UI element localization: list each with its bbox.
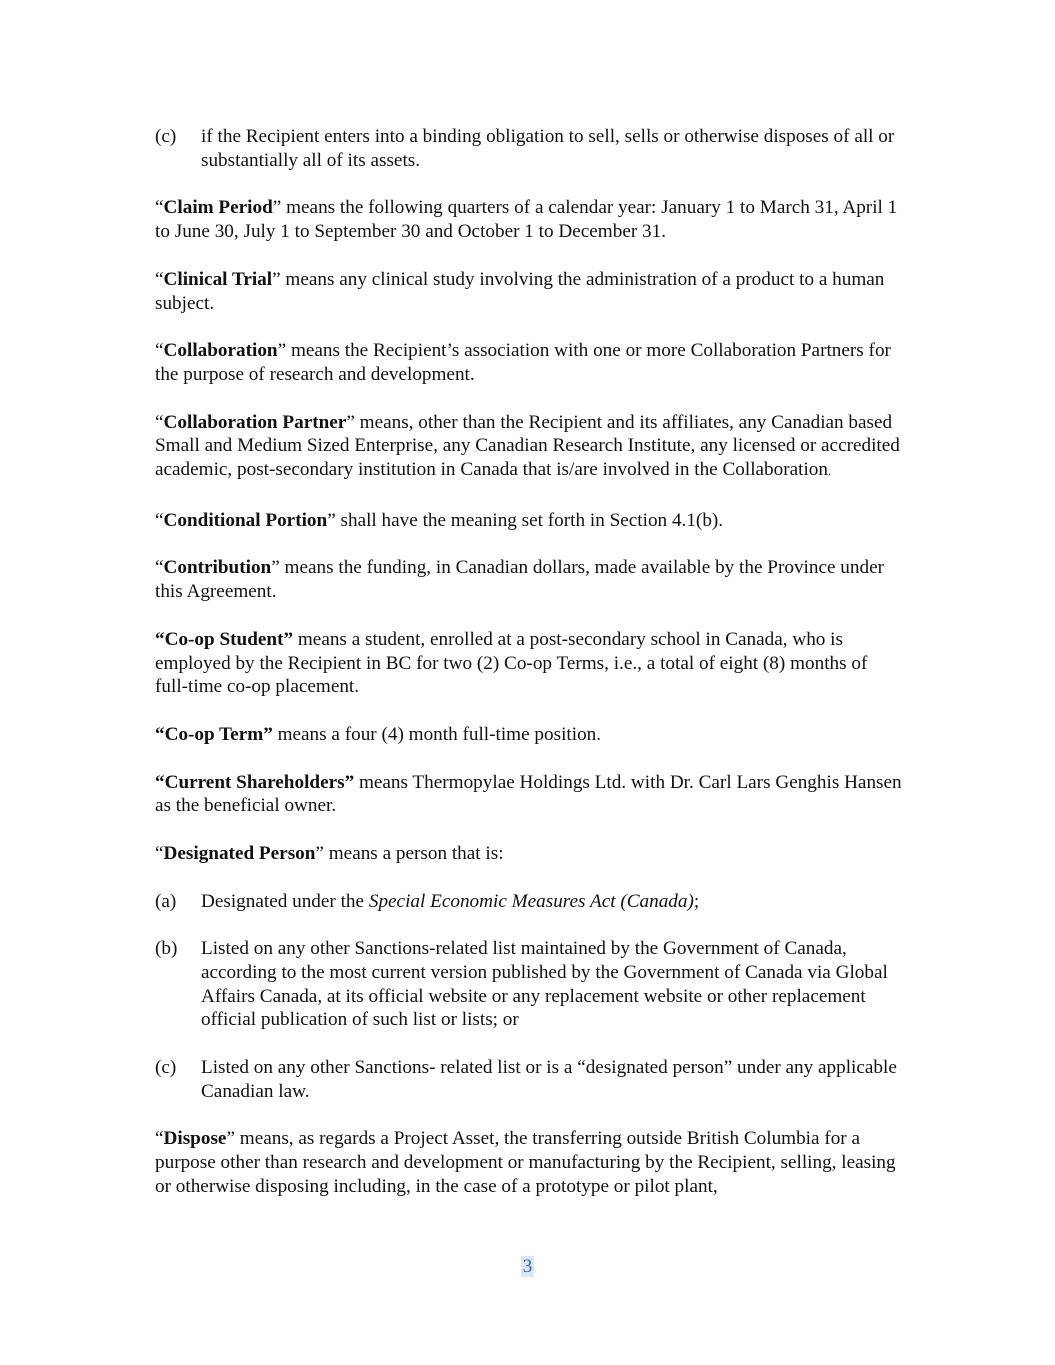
defined-term: Designated Person bbox=[163, 842, 316, 864]
defined-term: Claim Period bbox=[163, 197, 273, 219]
defined-term: Clinical Trial bbox=[163, 268, 273, 290]
list-item-b bbox=[155, 937, 905, 1032]
list-label: (a) bbox=[155, 890, 177, 912]
definition-coop-term: “Co-op Term” means a four (4) month full-time position. bbox=[155, 723, 602, 745]
defined-term: “Co-op Term” bbox=[155, 723, 273, 745]
definition-conditional-portion: “Conditional Portion” shall have the meaning set forth in Section 4.1(b). bbox=[155, 509, 724, 531]
defined-term: Dispose bbox=[163, 1128, 227, 1150]
list-label: (c) bbox=[155, 1057, 177, 1079]
defined-term: “Current Shareholders” bbox=[155, 771, 355, 793]
list-text: Listed on any other Sanctions-related list maintained by the Government of Canada, according to the most current version published by the Government of Canada via Global Affairs Canada, at its official website or any replacement website or other replacement official publication of such list or lists; or bbox=[201, 938, 888, 1031]
defined-term: Collaboration bbox=[163, 340, 278, 362]
list-text: Listed on any other Sanctions- related list or is a “designated person” under any applicable Canadian law. bbox=[201, 1057, 897, 1102]
list-label: (b) bbox=[155, 938, 178, 960]
definition-clinical-trial: “Clinical Trial” means any clinical study involving the administration of a product to a human subject. bbox=[155, 268, 885, 314]
list-text: if the Recipient enters into a binding obligation to sell, sells or otherwise disposes of all or substantially all of its assets. bbox=[201, 126, 895, 171]
defined-term: Conditional Portion bbox=[163, 509, 328, 531]
definition-designated-person: “Designated Person” means a person that is: bbox=[155, 842, 504, 864]
defined-term: Contribution bbox=[163, 557, 272, 579]
definition-dispose: “Dispose” means, as regards a Project Asset, the transferring outside British Columbia for a purpose other than research and development or manufacturing by the Recipient, selling, leasing or otherwise disposing including, in the case of a prototype or pilot plant, bbox=[155, 1128, 896, 1198]
definition-collaboration-partner: “Collaboration Partner” means, other than the Recipient and its affiliates, any Canadian based Small and Medium Sized Enterprise, any Canadian Research Institute, any licensed or accredited academic, post-secondary institution in Canada that is/are involved in the Collaboration. bbox=[155, 411, 900, 481]
definition-current-shareholders: “Current Shareholders” means Thermopylae Holdings Ltd. with Dr. Carl Lars Genghis Hansen as the beneficial owner. bbox=[155, 771, 902, 817]
definition-collaboration: “Collaboration” means the Recipient’s association with one or more Collaboration Partners for the purpose of research and development. bbox=[155, 340, 891, 385]
defined-term: “Co-op Student” bbox=[155, 628, 294, 650]
page-number: 3 bbox=[522, 1256, 533, 1277]
act-title: Special Economic Measures Act (Canada) bbox=[368, 890, 694, 912]
list-item-a: (a) Designated under the Special Economic Measures Act (Canada); bbox=[155, 890, 700, 912]
definition-contribution: “Contribution” means the funding, in Canadian dollars, made available by the Province under this Agreement. bbox=[155, 557, 884, 603]
list-item-c bbox=[155, 1056, 905, 1104]
list-label: (c) bbox=[155, 126, 177, 147]
list-item-c-intro bbox=[155, 125, 905, 173]
defined-term: Collaboration Partner bbox=[163, 411, 347, 433]
definition-claim-period: “Claim Period” means the following quarters of a calendar year: January 1 to March 31, April 1 to June 30, July 1 to September 30 and October 1 to December 31. bbox=[155, 197, 898, 243]
definition-coop-student: “Co-op Student” means a student, enrolled at a post-secondary school in Canada, who is employed by the Recipient in BC for two (2) Co-op Terms, i.e., a total of eight (8) months of full-time co-op placement. bbox=[155, 628, 868, 698]
document-body bbox=[155, 125, 905, 1223]
